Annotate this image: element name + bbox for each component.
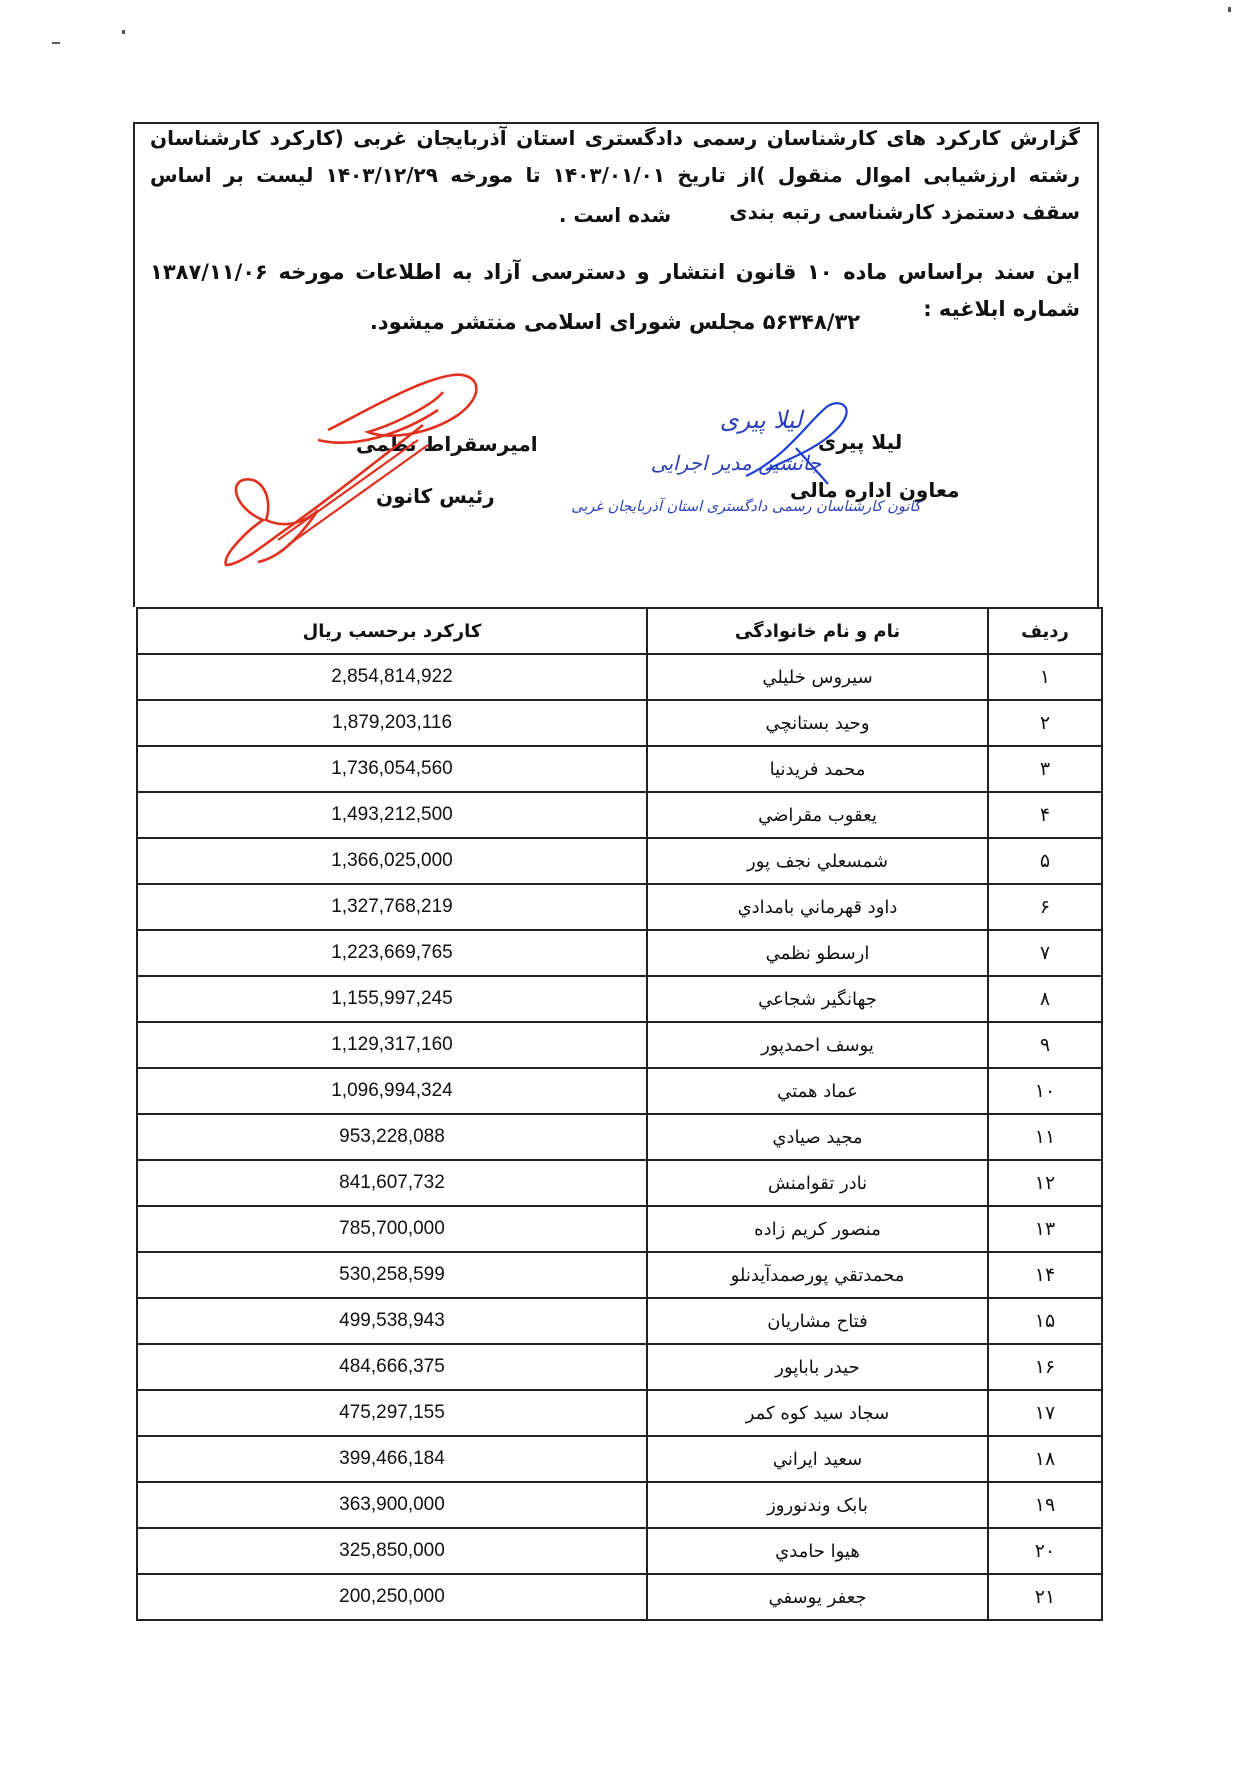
table-row (137, 1022, 1102, 1068)
table-row (137, 1482, 1102, 1528)
name-cell: جعفر یوسفي (647, 1574, 988, 1620)
table-header-row (137, 608, 1102, 654)
report-paragraph: گزارش کارکرد های کارشناسان رسمی دادگستری استان آذربایجان غربی (کارکرد کارشناسان رشته ارزشیابی اموال منقول )از تاریخ ۱۴۰۳/۰۱/۰۱ تا مورخه ۱۴۰۳/۱۲/۲۹ لیست بر اساس سقف دستمزد کارشناسی رتبه بندی (150, 126, 1080, 224)
table-row (137, 1252, 1102, 1298)
name-cell: هیوا حامدي (647, 1528, 988, 1574)
amount-cell: 785,700,000 (137, 1206, 647, 1252)
law-paragraph: این سند براساس ماده ۱۰ قانون انتشار و دسترسی آزاد به اطلاعات مورخه ۱۳۸۷/۱۱/۰۶ شماره ابلاغیه : (150, 260, 1080, 321)
row-number-cell: ۸ (988, 976, 1102, 1022)
column-header-amount: کارکرد برحسب ریال (137, 608, 647, 654)
name-cell: محمدتقي پورصمدآیدنلو (647, 1252, 988, 1298)
experts-table (136, 607, 1103, 1621)
row-number-cell: ۲ (988, 700, 1102, 746)
left-signer-name: امیرسقراط نظمی (356, 432, 538, 456)
amount-cell: 499,538,943 (137, 1298, 647, 1344)
table-row (137, 1574, 1102, 1620)
amount-cell: 399,466,184 (137, 1436, 647, 1482)
table-row (137, 1068, 1102, 1114)
name-cell: یوسف احمدپور (647, 1022, 988, 1068)
red-handwritten-signature (218, 370, 538, 570)
column-header-name: نام و نام خانوادگی (647, 608, 988, 654)
name-cell: عماد همتي (647, 1068, 988, 1114)
name-cell: سعید ایراني (647, 1436, 988, 1482)
amount-cell: 530,258,599 (137, 1252, 647, 1298)
name-cell: ارسطو نظمي (647, 930, 988, 976)
name-cell: جهانگیر شجاعي (647, 976, 988, 1022)
name-cell: نادر تقوامنش (647, 1160, 988, 1206)
column-header-row-number: ردیف (988, 608, 1102, 654)
row-number-cell: ۵ (988, 838, 1102, 884)
row-number-cell: ۱۷ (988, 1390, 1102, 1436)
table-row (137, 884, 1102, 930)
amount-cell: 484,666,375 (137, 1344, 647, 1390)
name-cell: فتاح مشاریان (647, 1298, 988, 1344)
amount-cell: 1,366,025,000 (137, 838, 647, 884)
row-number-cell: ۲۰ (988, 1528, 1102, 1574)
row-number-cell: ۹ (988, 1022, 1102, 1068)
right-signer-title: معاون اداره مالی (790, 478, 960, 502)
amount-cell: 1,327,768,219 (137, 884, 647, 930)
table-row (137, 1390, 1102, 1436)
row-number-cell: ۱ (988, 654, 1102, 700)
stamp-org: کانون کارشناسان رسمی دادگستری استان آذربایجان غربی (571, 499, 921, 515)
report-paragraph-end: شده است . (558, 203, 672, 227)
amount-cell: 475,297,155 (137, 1390, 647, 1436)
row-number-cell: ۱۴ (988, 1252, 1102, 1298)
row-number-cell: ۷ (988, 930, 1102, 976)
row-number-cell: ۱۵ (988, 1298, 1102, 1344)
row-number-cell: ۶ (988, 884, 1102, 930)
right-signer-name: لیلا پیری (818, 430, 903, 454)
name-cell: شمسعلي نجف پور (647, 838, 988, 884)
row-number-cell: ۳ (988, 746, 1102, 792)
table-row (137, 1114, 1102, 1160)
stamp-name: لیلا پیری (719, 406, 803, 434)
scan-speck (52, 42, 60, 44)
row-number-cell: ۱۰ (988, 1068, 1102, 1114)
amount-cell: 200,250,000 (137, 1574, 647, 1620)
name-cell: یعقوب مقراضي (647, 792, 988, 838)
table-row (137, 1206, 1102, 1252)
scan-speck (1228, 7, 1231, 12)
amount-cell: 1,879,203,116 (137, 700, 647, 746)
table-row (137, 1160, 1102, 1206)
amount-cell: 1,736,054,560 (137, 746, 647, 792)
amount-cell: 2,854,814,922 (137, 654, 647, 700)
name-cell: سیروس خلیلي (647, 654, 988, 700)
amount-cell: 1,096,994,324 (137, 1068, 647, 1114)
table-row (137, 700, 1102, 746)
table-row (137, 1436, 1102, 1482)
name-cell: داود قهرماني بامدادي (647, 884, 988, 930)
row-number-cell: ۱۱ (988, 1114, 1102, 1160)
amount-cell: 841,607,732 (137, 1160, 647, 1206)
name-cell: حیدر باباپور (647, 1344, 988, 1390)
table-row (137, 930, 1102, 976)
table-row (137, 1344, 1102, 1390)
row-number-cell: ۱۲ (988, 1160, 1102, 1206)
law-paragraph-end: ۵۶۳۴۸/۳۲ مجلس شورای اسلامی منتشر میشود. (369, 310, 861, 334)
amount-cell: 363,900,000 (137, 1482, 647, 1528)
row-number-cell: ۱۳ (988, 1206, 1102, 1252)
table-row (137, 1528, 1102, 1574)
name-cell: سجاد سید کوه کمر (647, 1390, 988, 1436)
scan-speck (122, 30, 125, 34)
official-stamp (571, 398, 921, 538)
table-row (137, 976, 1102, 1022)
amount-cell: 1,155,997,245 (137, 976, 647, 1022)
name-cell: محمد فریدنیا (647, 746, 988, 792)
row-number-cell: ۲۱ (988, 1574, 1102, 1620)
amount-cell: 325,850,000 (137, 1528, 647, 1574)
row-number-cell: ۱۹ (988, 1482, 1102, 1528)
amount-cell: 1,223,669,765 (137, 930, 647, 976)
table-row (137, 654, 1102, 700)
row-number-cell: ۱۶ (988, 1344, 1102, 1390)
stamp-role: جانشین مدیر اجرایی (650, 451, 822, 475)
table-row (137, 1298, 1102, 1344)
name-cell: مجید صیادي (647, 1114, 988, 1160)
table-row (137, 746, 1102, 792)
name-cell: منصور کریم زاده (647, 1206, 988, 1252)
left-signer-title: رئیس کانون (376, 484, 495, 508)
amount-cell: 953,228,088 (137, 1114, 647, 1160)
row-number-cell: ۴ (988, 792, 1102, 838)
table-row (137, 792, 1102, 838)
table-row (137, 838, 1102, 884)
name-cell: بابک وندنوروز (647, 1482, 988, 1528)
amount-cell: 1,493,212,500 (137, 792, 647, 838)
name-cell: وحید بستانچي (647, 700, 988, 746)
row-number-cell: ۱۸ (988, 1436, 1102, 1482)
amount-cell: 1,129,317,160 (137, 1022, 647, 1068)
